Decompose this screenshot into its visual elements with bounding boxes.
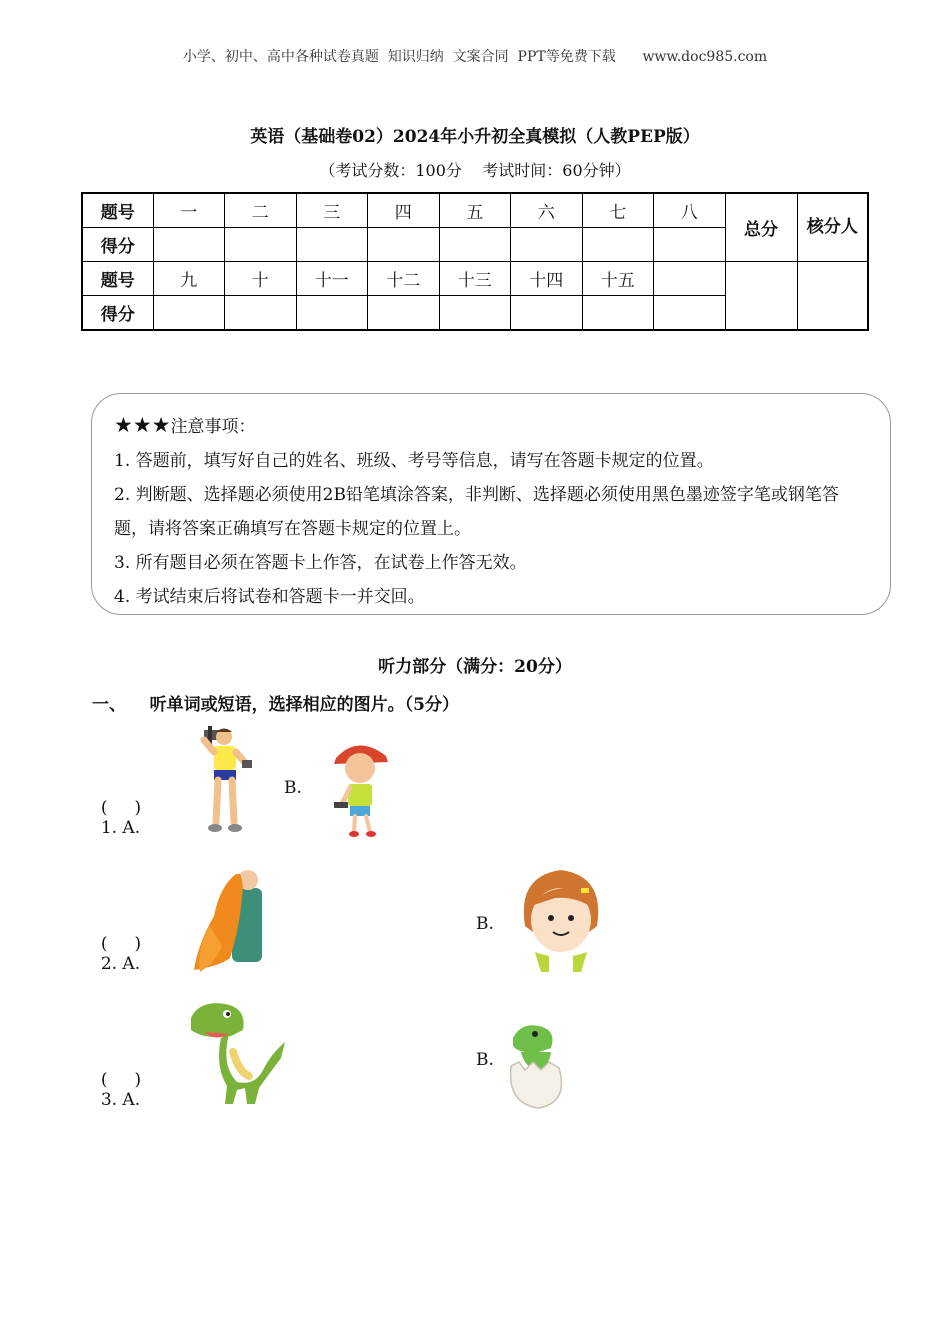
score-cell[interactable] (439, 296, 511, 331)
question-number: 七 (582, 193, 654, 228)
score-cell[interactable] (296, 228, 368, 262)
short-hair-girl-image[interactable] (515, 866, 607, 972)
total-label: 总分 (725, 193, 797, 262)
score-cell[interactable] (153, 228, 225, 262)
question-number: 十四 (511, 262, 583, 296)
score-cell[interactable] (511, 228, 583, 262)
question-2 (90, 914, 141, 974)
option-a-label: 2. A. (100, 954, 141, 974)
score-cell[interactable] (439, 228, 511, 262)
notice-heading: ★★★注意事项： (114, 413, 256, 437)
score-cell[interactable] (511, 296, 583, 331)
exam-info: （考试分数：100分 考试时间：60分钟） (319, 161, 631, 180)
question-3 (90, 1050, 141, 1110)
long-hair-girl-image[interactable] (190, 866, 274, 974)
score-cell[interactable] (582, 296, 654, 331)
score-cell[interactable] (225, 228, 297, 262)
question-number: 八 (654, 193, 726, 228)
site-header: 小学、初中、高中各种试卷真题 知识归纳 文案合同 PPT等免费下载 www.doc985.com (182, 49, 768, 65)
star-icon: ★★★ (114, 413, 171, 437)
score-cell[interactable] (582, 228, 654, 262)
score-cell[interactable] (654, 296, 726, 331)
total-score-cell[interactable] (725, 262, 797, 331)
score-table-row (82, 193, 868, 228)
score-cell[interactable] (153, 296, 225, 331)
question-number: 五 (439, 193, 511, 228)
question-number: 三 (296, 193, 368, 228)
notice-item: 2. 判断题、选择题必须使用2B铅笔填涂答案，非判断、选择题必须使用黑色墨迹签字笔或钢笔答题，请将答案正确填写在答题卡规定的位置上。 (114, 485, 839, 539)
notice-item: 1. 答题前，填写好自己的姓名、班级、考号等信息，请写在答题卡规定的位置。 (114, 451, 714, 471)
row-label: 得分 (82, 296, 153, 331)
question-number: 十二 (368, 262, 440, 296)
question-number: 九 (153, 262, 225, 296)
weak-boy-dumbbell-image[interactable] (330, 738, 392, 838)
option-a-label: 1. A. (100, 818, 141, 838)
question-number: 四 (368, 193, 440, 228)
question-1 (90, 778, 141, 838)
score-cell[interactable] (654, 228, 726, 262)
score-cell[interactable] (368, 228, 440, 262)
row-label: 题号 (82, 193, 153, 228)
strong-man-dumbbell-image[interactable] (186, 722, 256, 837)
question-number: 十一 (296, 262, 368, 296)
question-number: 二 (225, 193, 297, 228)
answer-bracket[interactable]: ( ) (100, 798, 142, 818)
checker-label: 核分人 (797, 193, 868, 262)
option-b-label: B. (476, 914, 494, 934)
score-cell[interactable] (225, 296, 297, 331)
answer-bracket[interactable]: ( ) (100, 1070, 142, 1090)
question-number: 六 (511, 193, 583, 228)
question-number (654, 262, 726, 296)
option-b-label: B. (284, 778, 302, 798)
notice-item: 3. 所有题目必须在答题卡上作答，在试卷上作答无效。 (114, 553, 527, 573)
big-dinosaur-image[interactable] (185, 996, 289, 1108)
checker-cell[interactable] (797, 262, 868, 331)
score-table-row (82, 262, 868, 296)
question-number: 十五 (582, 262, 654, 296)
option-b-label: B. (476, 1050, 494, 1070)
option-a-label: 3. A. (100, 1090, 141, 1110)
question-heading: 一、 听单词或短语，选择相应的图片。（5分） (92, 695, 460, 715)
section-title: 听力部分（满分：20分） (378, 657, 572, 677)
row-label: 得分 (82, 228, 153, 262)
notice-box (91, 393, 891, 615)
answer-bracket[interactable]: ( ) (100, 934, 142, 954)
page-title: 英语（基础卷02）2024年小升初全真模拟（人教PEP版） (250, 127, 700, 147)
score-cell[interactable] (296, 296, 368, 331)
question-number: 十 (225, 262, 297, 296)
question-number: 十三 (439, 262, 511, 296)
baby-dinosaur-egg-image[interactable] (503, 1022, 573, 1110)
row-label: 题号 (82, 262, 153, 296)
question-number: 一 (153, 193, 225, 228)
score-table (81, 192, 869, 331)
notice-item: 4. 考试结束后将试卷和答题卡一并交回。 (114, 587, 425, 607)
score-cell[interactable] (368, 296, 440, 331)
